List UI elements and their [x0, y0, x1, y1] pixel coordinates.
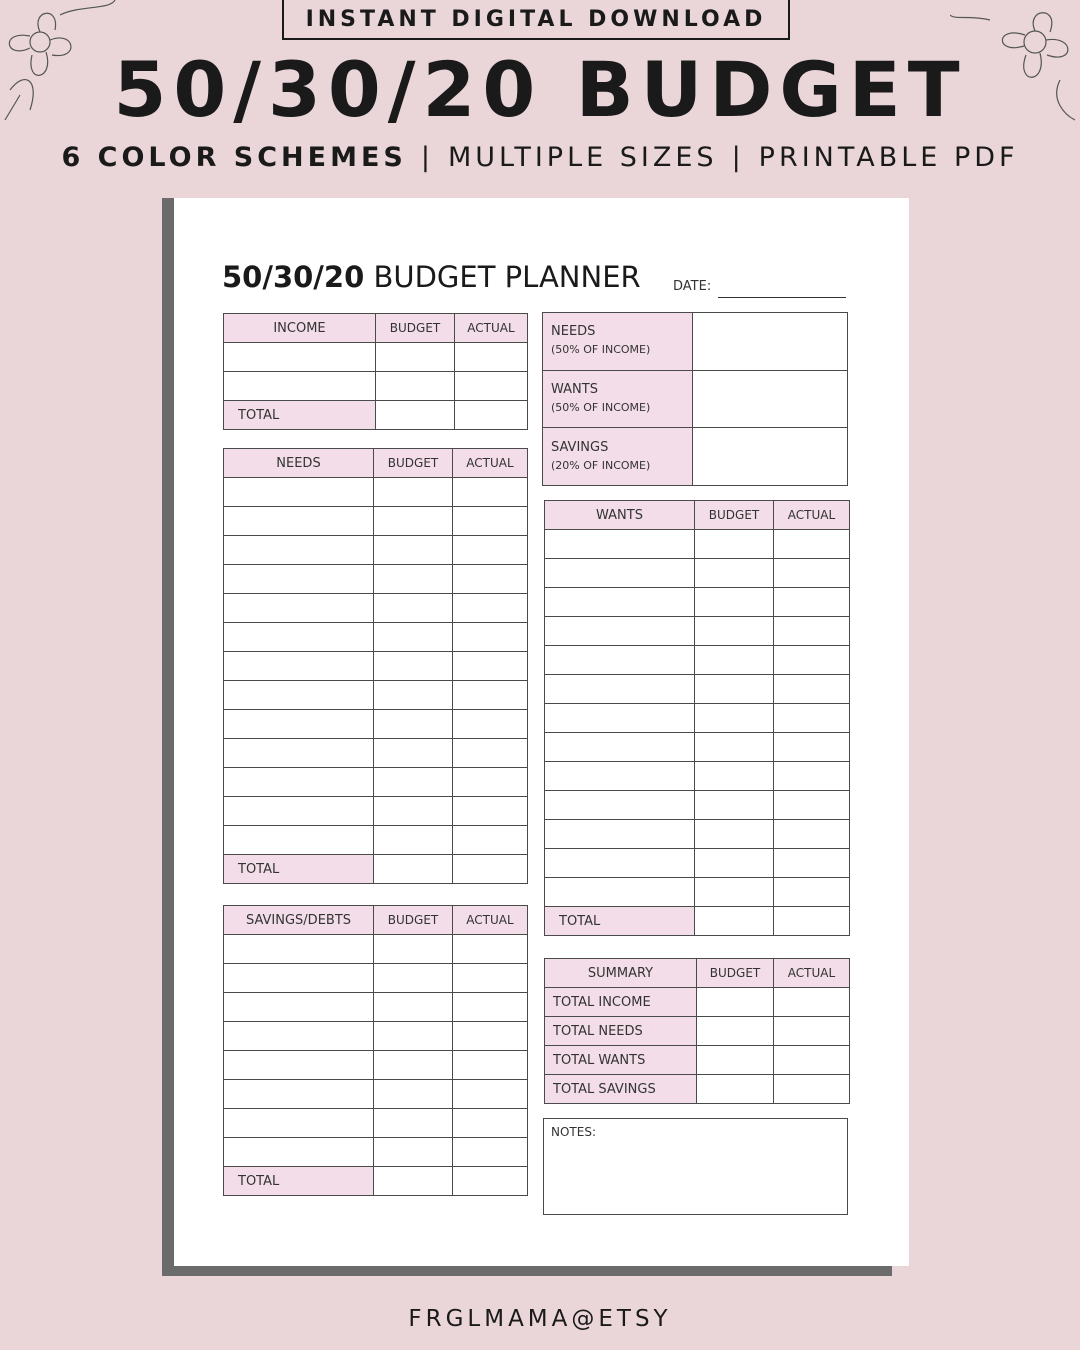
table-cell[interactable] [545, 588, 695, 617]
total-row [224, 401, 528, 430]
table-cell[interactable] [453, 739, 528, 768]
savings-table-body [224, 906, 528, 1196]
table-cell[interactable] [455, 372, 528, 401]
actual-header: ACTUAL [453, 906, 528, 935]
table-cell[interactable] [453, 1051, 528, 1080]
table-cell[interactable] [224, 565, 374, 594]
summary-row [545, 1017, 850, 1046]
table-cell[interactable] [774, 733, 850, 762]
table-row[interactable] [545, 559, 850, 588]
feature-subline [0, 142, 1080, 173]
budget-header: BUDGET [376, 314, 455, 343]
total-label: TOTAL [224, 401, 376, 430]
table-row[interactable] [224, 681, 528, 710]
needs-table-body [224, 449, 528, 884]
income-header: INCOME [224, 314, 376, 343]
table-row[interactable] [545, 704, 850, 733]
table-cell[interactable] [774, 762, 850, 791]
table-cell[interactable] [545, 820, 695, 849]
sheet-title-text: BUDGET PLANNER [364, 260, 641, 294]
table-cell[interactable] [453, 964, 528, 993]
table-cell[interactable] [374, 478, 453, 507]
table-cell[interactable] [545, 791, 695, 820]
table-row[interactable] [224, 536, 528, 565]
wants-header: WANTS [545, 501, 695, 530]
table-header-row [224, 906, 528, 935]
table-row[interactable] [224, 739, 528, 768]
table-cell[interactable] [697, 1017, 774, 1046]
table-header-row [545, 959, 850, 988]
allocation-savings-label [543, 428, 693, 486]
table-cell[interactable] [455, 401, 528, 430]
table-row[interactable] [545, 849, 850, 878]
budget-header: BUDGET [695, 501, 774, 530]
allocation-label: WANTS [551, 381, 598, 397]
income-table [223, 313, 528, 430]
table-cell[interactable] [374, 652, 453, 681]
table-cell[interactable] [695, 704, 774, 733]
table-row[interactable] [545, 791, 850, 820]
table-cell[interactable] [374, 1022, 453, 1051]
table-header-row [545, 501, 850, 530]
table-row[interactable] [224, 826, 528, 855]
wants-table [544, 500, 850, 936]
table-cell[interactable] [695, 762, 774, 791]
table-cell[interactable] [545, 559, 695, 588]
table-cell[interactable] [453, 681, 528, 710]
table-row[interactable] [545, 762, 850, 791]
table-row[interactable] [545, 675, 850, 704]
table-cell[interactable] [374, 1080, 453, 1109]
table-cell[interactable] [224, 372, 376, 401]
table-row[interactable] [224, 935, 528, 964]
actual-header: ACTUAL [455, 314, 528, 343]
table-cell[interactable] [453, 594, 528, 623]
table-cell[interactable] [453, 993, 528, 1022]
table-cell[interactable] [774, 907, 850, 936]
table-row[interactable] [224, 565, 528, 594]
table-cell[interactable] [224, 623, 374, 652]
table-row[interactable] [224, 710, 528, 739]
total-label: TOTAL [224, 1167, 374, 1196]
table-cell[interactable] [224, 594, 374, 623]
allocation-row-wants [543, 370, 848, 428]
summary-row [545, 1046, 850, 1075]
table-cell[interactable] [774, 617, 850, 646]
table-cell[interactable] [374, 768, 453, 797]
actual-header: ACTUAL [453, 449, 528, 478]
table-cell[interactable] [695, 733, 774, 762]
table-cell[interactable] [224, 478, 374, 507]
table-cell[interactable] [453, 935, 528, 964]
allocation-sub: (50% OF INCOME) [551, 400, 651, 414]
table-cell[interactable] [453, 478, 528, 507]
shop-footer: FRGLMAMA@ETSY [408, 1306, 672, 1332]
table-cell[interactable] [224, 826, 374, 855]
table-row[interactable] [545, 733, 850, 762]
date-field-line[interactable] [718, 297, 846, 298]
table-cell[interactable] [453, 855, 528, 884]
wants-table-body [545, 501, 850, 936]
table-row[interactable] [224, 964, 528, 993]
summary-table [544, 958, 850, 1104]
needs-table [223, 448, 528, 884]
table-cell[interactable] [695, 675, 774, 704]
table-cell[interactable] [224, 1051, 374, 1080]
table-cell[interactable] [453, 1109, 528, 1138]
total-row [224, 1167, 528, 1196]
budget-header: BUDGET [374, 906, 453, 935]
allocation-wants-label [543, 370, 693, 428]
table-cell[interactable] [224, 739, 374, 768]
total-label: TOTAL [224, 855, 374, 884]
table-row[interactable] [545, 588, 850, 617]
table-cell[interactable] [453, 1138, 528, 1167]
table-cell[interactable] [374, 507, 453, 536]
table-cell[interactable] [774, 530, 850, 559]
table-cell[interactable] [453, 536, 528, 565]
total-wants-label: TOTAL WANTS [545, 1046, 697, 1075]
table-cell[interactable] [774, 675, 850, 704]
table-row[interactable] [224, 797, 528, 826]
table-cell[interactable] [374, 993, 453, 1022]
table-cell[interactable] [376, 343, 455, 372]
allocation-sub: (50% OF INCOME) [551, 343, 651, 357]
notes-box[interactable] [543, 1118, 848, 1215]
allocation-value-cell[interactable] [693, 428, 848, 486]
table-cell[interactable] [695, 907, 774, 936]
allocation-sub: (20% OF INCOME) [551, 458, 651, 472]
table-row[interactable] [224, 507, 528, 536]
table-cell[interactable] [453, 623, 528, 652]
table-row[interactable] [224, 1080, 528, 1109]
table-cell[interactable] [374, 1109, 453, 1138]
table-cell[interactable] [374, 536, 453, 565]
table-row[interactable] [224, 623, 528, 652]
table-cell[interactable] [374, 623, 453, 652]
table-cell[interactable] [453, 565, 528, 594]
color-schemes-text: 6 COLOR SCHEMES [61, 142, 407, 173]
table-cell[interactable] [545, 704, 695, 733]
table-cell[interactable] [695, 791, 774, 820]
notes-label: NOTES: [551, 1125, 596, 1139]
table-cell[interactable] [697, 1046, 774, 1075]
table-row[interactable] [224, 993, 528, 1022]
table-row[interactable] [224, 372, 528, 401]
allocation-table [542, 312, 848, 486]
table-cell[interactable] [453, 710, 528, 739]
table-cell[interactable] [453, 1080, 528, 1109]
allocation-row-savings [543, 428, 848, 486]
table-row[interactable] [224, 768, 528, 797]
table-cell[interactable] [224, 536, 374, 565]
multiple-sizes-text: MULTIPLE SIZES [447, 142, 718, 173]
table-cell[interactable] [453, 1022, 528, 1051]
table-header-row [224, 449, 528, 478]
table-cell[interactable] [224, 507, 374, 536]
summary-row [545, 1075, 850, 1104]
table-cell[interactable] [453, 507, 528, 536]
allocation-label: NEEDS [551, 324, 596, 340]
allocation-row-needs [543, 313, 848, 371]
sheet-title [222, 260, 641, 294]
budget-header: BUDGET [374, 449, 453, 478]
table-cell[interactable] [224, 993, 374, 1022]
table-cell[interactable] [695, 559, 774, 588]
headline-title: 50/30/20 BUDGET [113, 45, 967, 134]
printable-pdf-text: PRINTABLE PDF [758, 142, 1019, 173]
table-cell[interactable] [545, 878, 695, 907]
table-cell[interactable] [376, 401, 455, 430]
table-cell[interactable] [774, 588, 850, 617]
table-cell[interactable] [695, 617, 774, 646]
table-cell[interactable] [545, 762, 695, 791]
table-cell[interactable] [374, 594, 453, 623]
table-cell[interactable] [695, 849, 774, 878]
table-cell[interactable] [224, 343, 376, 372]
table-cell[interactable] [374, 1167, 453, 1196]
table-cell[interactable] [376, 372, 455, 401]
table-cell[interactable] [695, 646, 774, 675]
table-row[interactable] [224, 1138, 528, 1167]
table-cell[interactable] [224, 681, 374, 710]
table-cell[interactable] [545, 617, 695, 646]
table-cell[interactable] [374, 710, 453, 739]
table-cell[interactable] [224, 935, 374, 964]
table-row[interactable] [224, 1109, 528, 1138]
savings-debts-table [223, 905, 528, 1196]
table-cell[interactable] [695, 530, 774, 559]
needs-header: NEEDS [224, 449, 374, 478]
table-row[interactable] [545, 530, 850, 559]
allocation-value-cell[interactable] [693, 313, 848, 371]
table-cell[interactable] [374, 964, 453, 993]
sheet-title-number: 50/30/20 [222, 260, 365, 294]
table-cell[interactable] [224, 1138, 374, 1167]
table-cell[interactable] [224, 1080, 374, 1109]
table-row[interactable] [224, 652, 528, 681]
budget-header: BUDGET [697, 959, 774, 988]
table-cell[interactable] [453, 652, 528, 681]
table-cell[interactable] [545, 675, 695, 704]
table-cell[interactable] [374, 565, 453, 594]
table-cell[interactable] [374, 935, 453, 964]
table-row[interactable] [545, 878, 850, 907]
actual-header: ACTUAL [774, 959, 850, 988]
date-label: DATE: [673, 279, 712, 294]
table-cell[interactable] [774, 559, 850, 588]
total-row [545, 907, 850, 936]
table-cell[interactable] [774, 791, 850, 820]
table-cell[interactable] [697, 988, 774, 1017]
summary-row [545, 988, 850, 1017]
table-cell[interactable] [224, 1022, 374, 1051]
table-cell[interactable] [374, 1051, 453, 1080]
table-cell[interactable] [697, 1075, 774, 1104]
table-cell[interactable] [774, 1046, 850, 1075]
table-cell[interactable] [774, 1075, 850, 1104]
table-cell[interactable] [453, 768, 528, 797]
total-needs-label: TOTAL NEEDS [545, 1017, 697, 1046]
instant-download-badge: INSTANT DIGITAL DOWNLOAD [282, 0, 790, 40]
table-row[interactable] [545, 820, 850, 849]
table-row[interactable] [224, 1022, 528, 1051]
table-cell[interactable] [224, 710, 374, 739]
table-header-row [224, 314, 528, 343]
separator: | [731, 142, 745, 173]
table-cell[interactable] [545, 849, 695, 878]
table-row[interactable] [224, 478, 528, 507]
table-cell[interactable] [545, 646, 695, 675]
table-cell[interactable] [545, 530, 695, 559]
allocation-needs-label [543, 313, 693, 371]
table-row[interactable] [224, 1051, 528, 1080]
table-row[interactable] [545, 646, 850, 675]
table-cell[interactable] [774, 704, 850, 733]
table-cell[interactable] [374, 739, 453, 768]
table-cell[interactable] [224, 797, 374, 826]
table-cell[interactable] [695, 820, 774, 849]
total-label: TOTAL [545, 907, 695, 936]
table-cell[interactable] [453, 1167, 528, 1196]
table-cell[interactable] [374, 826, 453, 855]
table-cell[interactable] [374, 1138, 453, 1167]
table-cell[interactable] [374, 797, 453, 826]
table-cell[interactable] [774, 1017, 850, 1046]
table-cell[interactable] [224, 964, 374, 993]
table-cell[interactable] [774, 820, 850, 849]
table-cell[interactable] [774, 878, 850, 907]
table-cell[interactable] [695, 878, 774, 907]
savings-debts-header: SAVINGS/DEBTS [224, 906, 374, 935]
total-income-label: TOTAL INCOME [545, 988, 697, 1017]
table-cell[interactable] [224, 768, 374, 797]
table-cell[interactable] [224, 1109, 374, 1138]
table-cell[interactable] [545, 733, 695, 762]
table-cell[interactable] [774, 849, 850, 878]
table-row[interactable] [224, 343, 528, 372]
table-row[interactable] [224, 594, 528, 623]
summary-header: SUMMARY [545, 959, 697, 988]
allocation-label: SAVINGS [551, 439, 609, 455]
table-cell[interactable] [695, 588, 774, 617]
total-row [224, 855, 528, 884]
table-cell[interactable] [224, 652, 374, 681]
table-cell[interactable] [774, 988, 850, 1017]
table-cell[interactable] [374, 681, 453, 710]
table-cell[interactable] [453, 826, 528, 855]
actual-header: ACTUAL [774, 501, 850, 530]
separator: | [420, 142, 434, 173]
table-cell[interactable] [455, 343, 528, 372]
table-cell[interactable] [453, 797, 528, 826]
table-cell[interactable] [374, 855, 453, 884]
table-cell[interactable] [774, 646, 850, 675]
planner-sheet [174, 198, 909, 1266]
table-row[interactable] [545, 617, 850, 646]
allocation-value-cell[interactable] [693, 370, 848, 428]
total-savings-label: TOTAL SAVINGS [545, 1075, 697, 1104]
